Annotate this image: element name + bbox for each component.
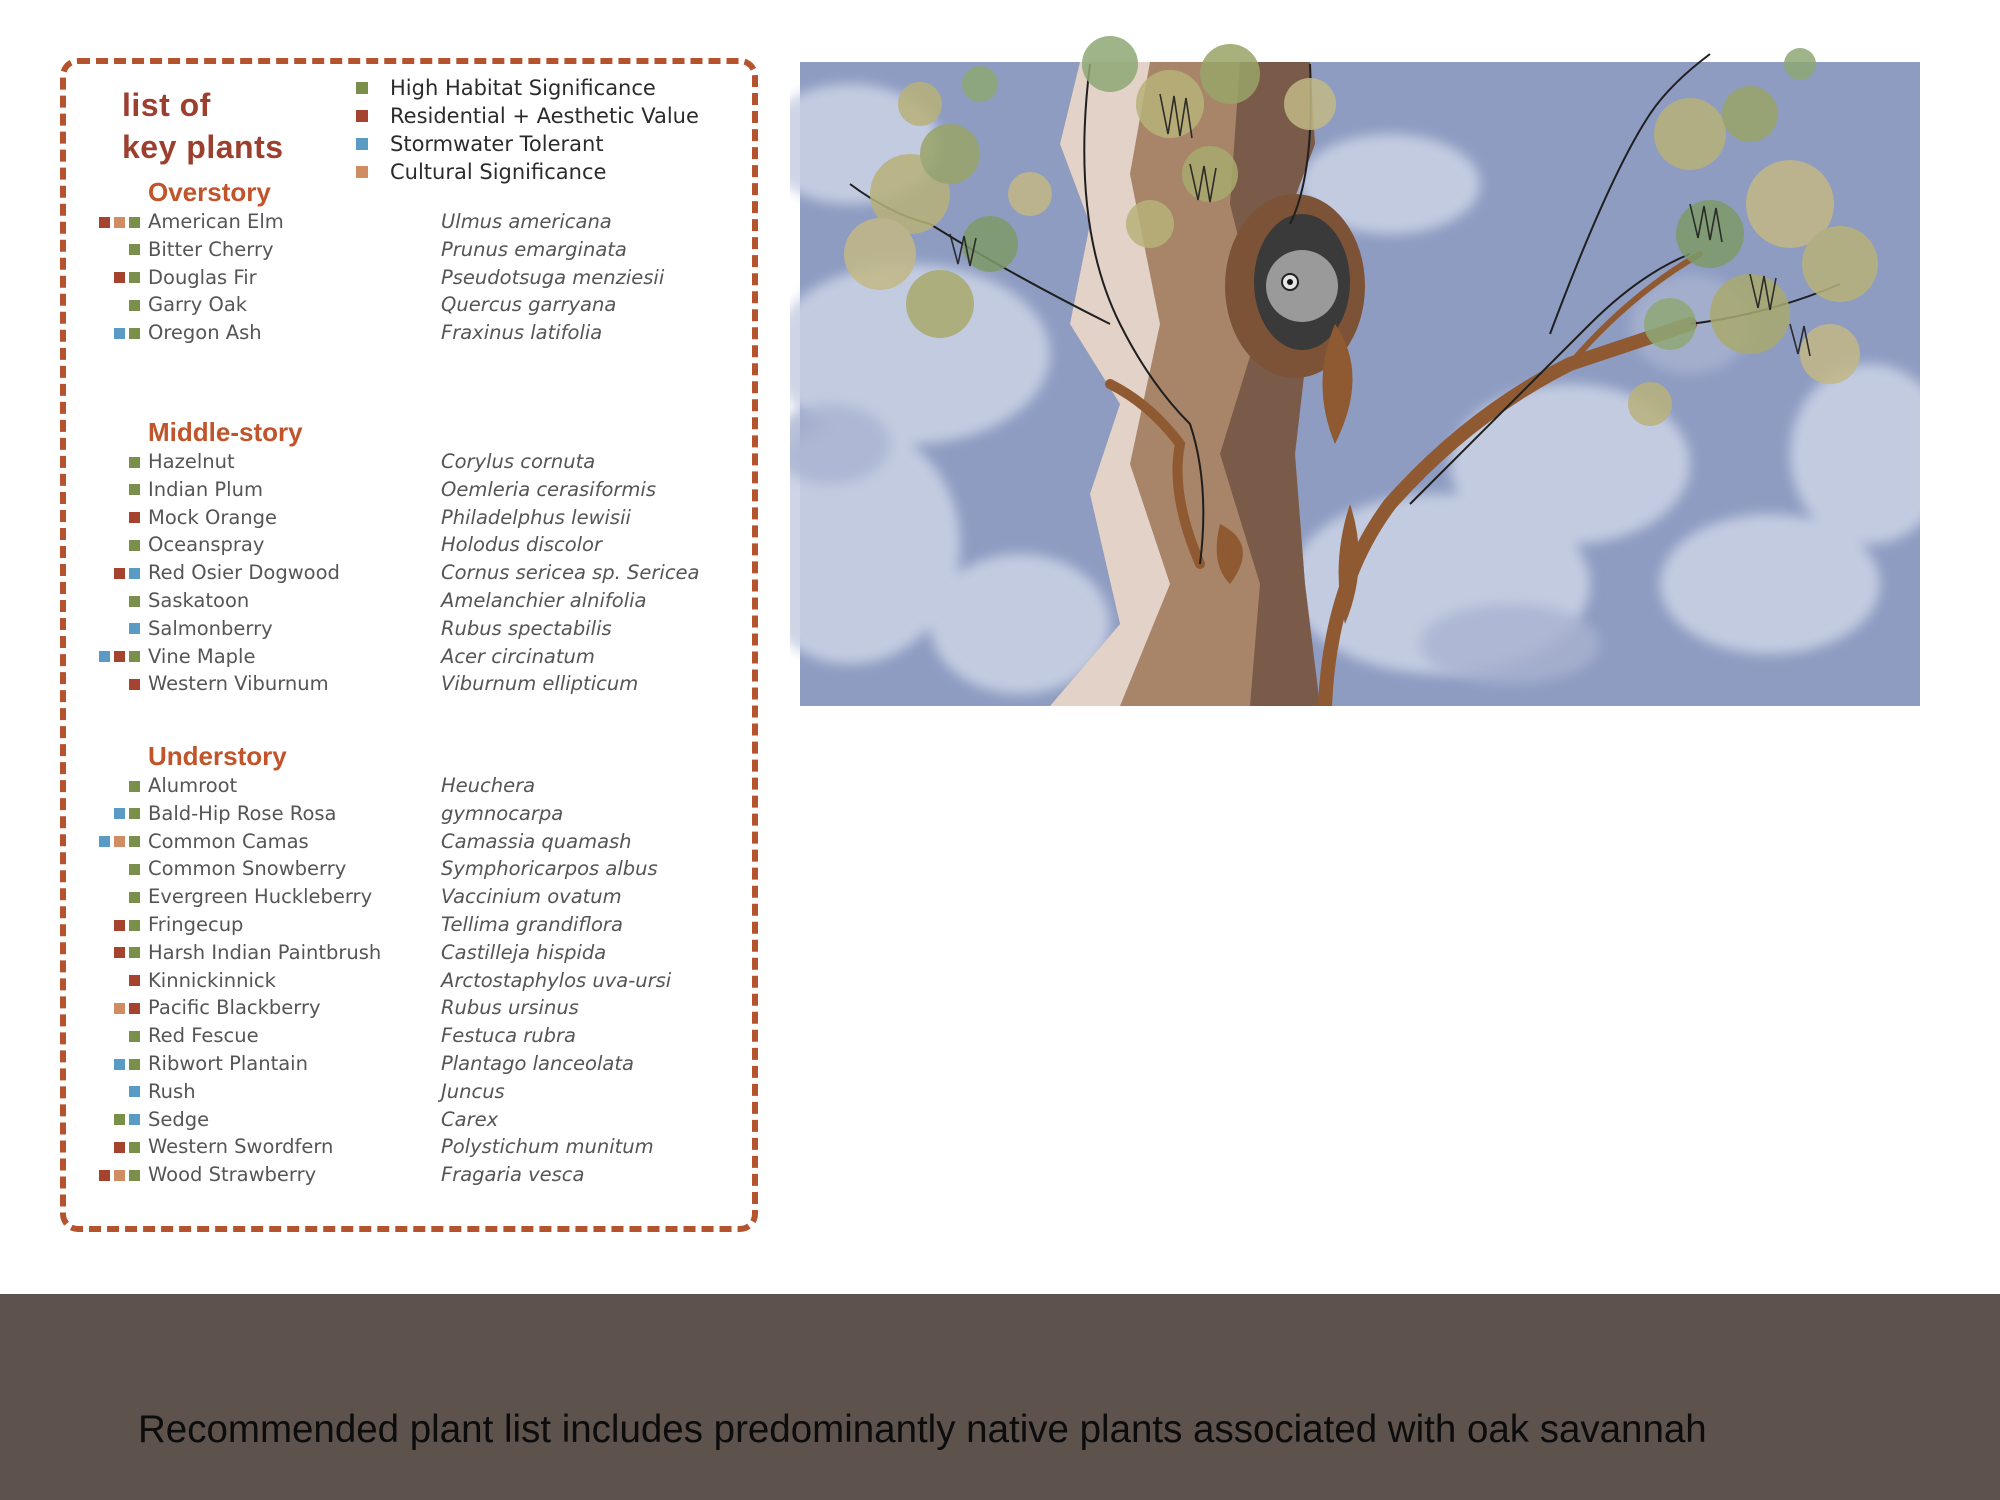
attribute-swatch	[114, 651, 125, 662]
attribute-swatch	[129, 679, 140, 690]
attribute-swatches	[129, 1078, 140, 1106]
attribute-swatch	[99, 651, 110, 662]
latin-name: Holodus discolor	[441, 533, 603, 557]
common-name: American Elm	[148, 210, 284, 233]
latin-name: Camassia quamash	[441, 829, 632, 853]
legend-label: Stormwater Tolerant	[390, 132, 604, 156]
legend-item	[356, 130, 699, 158]
attribute-swatch	[114, 1142, 125, 1153]
common-name: Evergreen Huckleberry	[148, 885, 373, 909]
common-name: Common Snowberry	[148, 857, 347, 881]
attribute-swatches	[129, 291, 140, 319]
legend-label: High Habitat Significance	[390, 76, 656, 100]
section-title-overstory: Overstory	[148, 177, 271, 207]
plant-row	[0, 236, 760, 264]
legend-swatch	[356, 82, 368, 94]
attribute-swatch	[114, 217, 125, 228]
latin-name: Prunus emarginata	[441, 237, 627, 261]
attribute-swatches	[114, 911, 140, 939]
common-name: Fringecup	[148, 913, 244, 936]
attribute-swatches	[114, 319, 140, 347]
latin-name: Festuca rubra	[441, 1024, 576, 1048]
latin-name: Rubus ursinus	[441, 996, 579, 1020]
plant-row	[0, 911, 760, 939]
attribute-swatches	[114, 800, 140, 828]
latin-name: Amelanchier alnifolia	[441, 589, 647, 612]
attribute-swatch	[129, 1170, 140, 1181]
attribute-swatches	[129, 855, 140, 883]
plant-row	[0, 291, 760, 319]
legend-item	[356, 102, 699, 130]
attribute-swatch	[129, 568, 140, 579]
attribute-swatch	[129, 596, 140, 607]
attribute-swatches	[129, 670, 140, 698]
attribute-swatch	[129, 244, 140, 255]
attribute-swatch	[129, 328, 140, 339]
common-name: Garry Oak	[148, 293, 248, 317]
attribute-swatch	[114, 568, 125, 579]
attribute-swatch	[114, 1059, 125, 1070]
attribute-swatches	[129, 1022, 140, 1050]
tree-illustration	[790, 24, 1920, 706]
plant-row	[0, 643, 760, 671]
plant-row	[0, 828, 760, 856]
attribute-swatches	[99, 828, 140, 856]
footer-band	[0, 1294, 2000, 1500]
legend-item	[356, 158, 699, 186]
latin-name: Oemleria cerasiformis	[441, 477, 656, 501]
latin-name: Vaccinium ovatum	[441, 885, 622, 909]
attribute-swatches	[114, 939, 140, 967]
attribute-swatch	[114, 836, 125, 847]
attribute-swatch	[129, 512, 140, 523]
attribute-swatch	[129, 300, 140, 311]
attribute-swatches	[129, 531, 140, 559]
latin-name: Tellima grandiflora	[441, 913, 623, 936]
common-name: Rush	[148, 1079, 196, 1103]
plant-row	[0, 448, 760, 476]
attribute-swatch	[129, 864, 140, 875]
plant-row	[0, 883, 760, 911]
attribute-swatch	[114, 1114, 125, 1125]
latin-name: Cornus sericea sp. Sericea	[441, 561, 700, 585]
common-name: Salmonberry	[148, 616, 273, 640]
attribute-swatches	[129, 448, 140, 476]
latin-name: Fraxinus latifolia	[441, 321, 603, 345]
plant-row	[0, 670, 760, 698]
attribute-swatches	[99, 1161, 140, 1189]
plant-row	[0, 1050, 760, 1078]
plant-row	[0, 615, 760, 643]
attribute-swatches	[129, 236, 140, 264]
attribute-swatches	[114, 559, 140, 587]
section-title-understory: Understory	[148, 741, 287, 771]
attribute-swatches	[129, 772, 140, 800]
legend-swatch	[356, 166, 368, 178]
latin-name: Rubus spectabilis	[441, 616, 612, 640]
attribute-swatches	[129, 504, 140, 532]
attribute-swatch	[129, 457, 140, 468]
attribute-swatch	[129, 540, 140, 551]
attribute-swatch	[129, 836, 140, 847]
common-name: Alumroot	[148, 774, 238, 797]
section-title-middle-story: Middle-story	[148, 417, 303, 447]
latin-name: Ulmus americana	[441, 210, 612, 233]
plant-row	[0, 531, 760, 559]
common-name: Harsh Indian Paintbrush	[148, 940, 382, 964]
attribute-swatches	[129, 967, 140, 995]
attribute-swatches	[114, 1133, 140, 1161]
attribute-swatch	[114, 1170, 125, 1181]
attribute-swatches	[129, 883, 140, 911]
latin-name: Pseudotsuga menziesii	[441, 265, 665, 289]
attribute-swatch	[129, 217, 140, 228]
latin-name: Symphoricarpos albus	[441, 857, 658, 881]
attribute-swatches	[129, 615, 140, 643]
latin-name: Philadelphus lewisii	[441, 505, 631, 529]
attribute-swatches	[99, 643, 140, 671]
common-name: Bitter Cherry	[148, 237, 274, 261]
plant-row	[0, 1161, 760, 1189]
plant-row	[0, 476, 760, 504]
attribute-swatch	[129, 892, 140, 903]
plant-row	[0, 559, 760, 587]
attribute-swatch	[129, 651, 140, 662]
attribute-swatch	[114, 920, 125, 931]
plant-row	[0, 208, 760, 236]
plant-row	[0, 994, 760, 1022]
attribute-swatch	[114, 1003, 125, 1014]
legend-label: Cultural Significance	[390, 160, 607, 184]
plant-row	[0, 939, 760, 967]
plant-row	[0, 800, 760, 828]
common-name: Common Camas	[148, 829, 309, 853]
attribute-swatch	[129, 1086, 140, 1097]
attribute-swatch	[129, 920, 140, 931]
attribute-swatches	[99, 208, 140, 236]
common-name: Indian Plum	[148, 477, 263, 501]
common-name: Douglas Fir	[148, 265, 257, 289]
latin-name: Juncus	[441, 1079, 505, 1103]
latin-name: Carex	[441, 1107, 499, 1131]
attribute-swatch	[129, 484, 140, 495]
latin-name: Plantago lanceolata	[441, 1052, 634, 1075]
legend-swatch	[356, 110, 368, 122]
legend-item	[356, 74, 699, 102]
caption: Recommended plant list includes predominantly native plants associated with oak savannah	[138, 1408, 1707, 1451]
attribute-swatch	[114, 272, 125, 283]
legend	[356, 74, 699, 186]
attribute-swatch	[99, 217, 110, 228]
plant-row	[0, 1133, 760, 1161]
attribute-swatch	[129, 1059, 140, 1070]
common-name: Vine Maple	[148, 644, 256, 668]
plant-row	[0, 967, 760, 995]
latin-name: Heuchera	[441, 774, 536, 797]
attribute-swatches	[129, 476, 140, 504]
plant-row	[0, 504, 760, 532]
attribute-swatches	[129, 587, 140, 615]
attribute-swatches	[114, 994, 140, 1022]
attribute-swatch	[129, 272, 140, 283]
attribute-swatch	[129, 947, 140, 958]
attribute-swatch	[129, 1031, 140, 1042]
plant-row	[0, 1078, 760, 1106]
latin-name: Quercus garryana	[441, 293, 617, 317]
plant-row	[0, 1022, 760, 1050]
common-name: Sedge	[148, 1107, 210, 1131]
attribute-swatch	[114, 947, 125, 958]
common-name: Western Swordfern	[148, 1135, 334, 1159]
plant-row	[0, 319, 760, 347]
common-name: Kinnickinnick	[148, 968, 276, 992]
common-name: Mock Orange	[148, 505, 278, 529]
common-name: Oceanspray	[148, 533, 265, 557]
attribute-swatch	[114, 328, 125, 339]
plant-row	[0, 855, 760, 883]
attribute-swatch	[129, 808, 140, 819]
common-name: Wood Strawberry	[148, 1163, 317, 1187]
plant-row	[0, 264, 760, 292]
latin-name: Corylus cornuta	[441, 450, 596, 473]
attribute-swatch	[129, 781, 140, 792]
plant-row	[0, 772, 760, 800]
latin-name: Arctostaphylos uva-ursi	[441, 968, 672, 992]
common-name: Pacific Blackberry	[148, 996, 321, 1020]
common-name: Ribwort Plantain	[148, 1052, 308, 1075]
latin-name: Castilleja hispida	[441, 940, 607, 964]
attribute-swatch	[129, 1142, 140, 1153]
attribute-swatch	[99, 836, 110, 847]
attribute-swatches	[114, 264, 140, 292]
attribute-swatch	[129, 623, 140, 634]
attribute-swatch	[114, 808, 125, 819]
legend-label: Residential + Aesthetic Value	[390, 104, 699, 128]
attribute-swatch	[129, 1003, 140, 1014]
common-name: Red Osier Dogwood	[148, 561, 340, 585]
page-title: list of key plants	[122, 87, 284, 165]
common-name: Western Viburnum	[148, 672, 329, 696]
common-name: Bald-Hip Rose Rosa	[148, 801, 337, 825]
owl-face	[1266, 250, 1338, 322]
attribute-swatch	[129, 975, 140, 986]
plant-row	[0, 1106, 760, 1134]
latin-name: Acer circinatum	[441, 644, 595, 668]
attribute-swatch	[129, 1114, 140, 1125]
latin-name: gymnocarpa	[441, 801, 564, 825]
latin-name: Viburnum ellipticum	[441, 672, 639, 696]
common-name: Red Fescue	[148, 1024, 259, 1048]
attribute-swatches	[114, 1106, 140, 1134]
common-name: Saskatoon	[148, 589, 250, 612]
legend-swatch	[356, 138, 368, 150]
attribute-swatch	[99, 1170, 110, 1181]
latin-name: Fragaria vesca	[441, 1163, 585, 1187]
common-name: Hazelnut	[148, 450, 235, 473]
plant-row	[0, 587, 760, 615]
common-name: Oregon Ash	[148, 321, 262, 345]
latin-name: Polystichum munitum	[441, 1135, 654, 1159]
attribute-swatches	[114, 1050, 140, 1078]
